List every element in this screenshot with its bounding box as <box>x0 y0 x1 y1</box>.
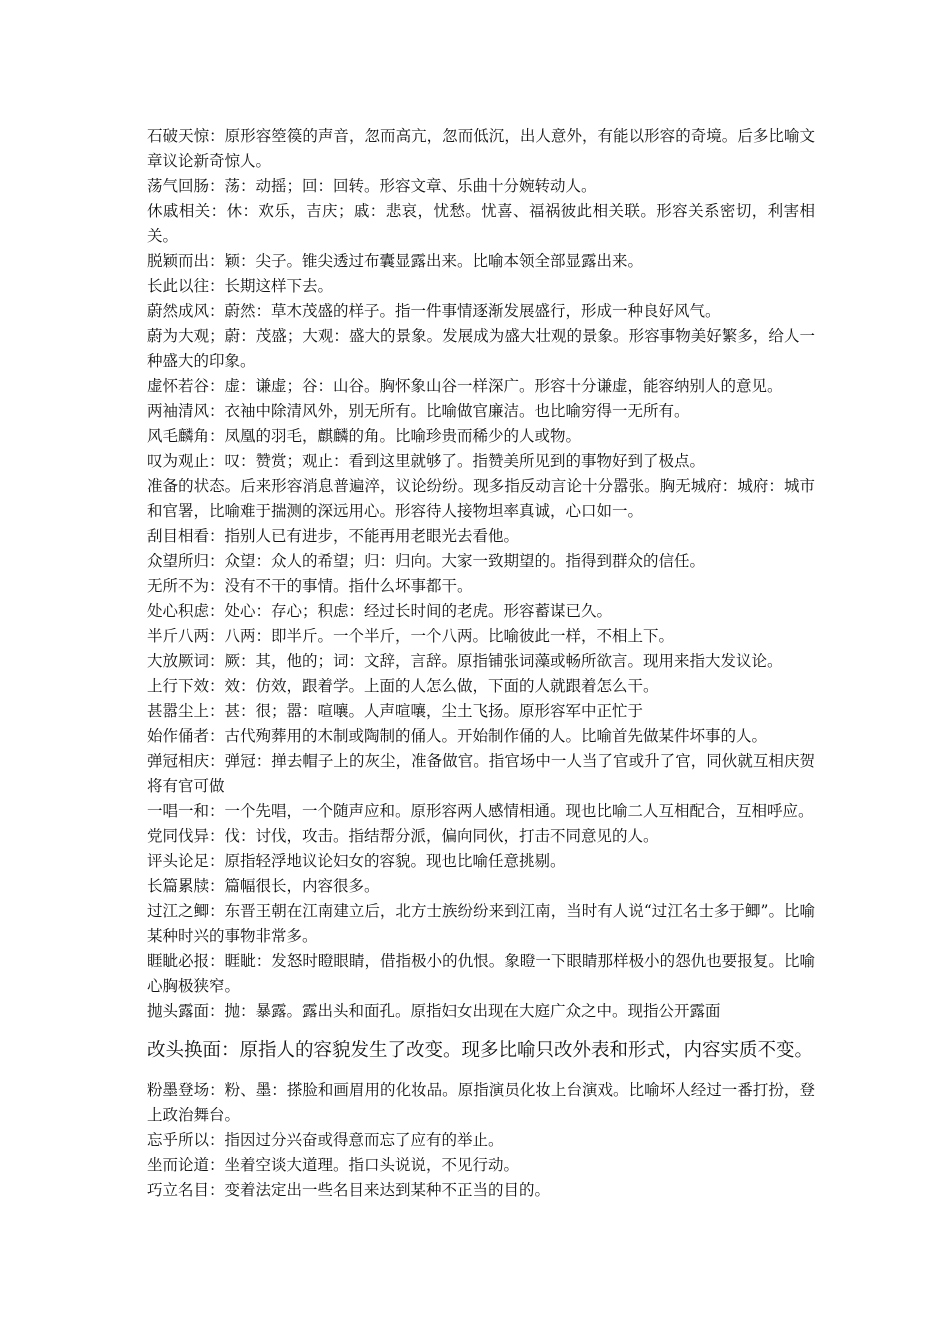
idiom-entry: 两袖清风：衣袖中除清风外，别无所有。比喻做官廉洁。也比喻穷得一无所有。 <box>147 402 690 420</box>
idiom-entry: 甚嚣尘上：甚：很；嚣：喧嚷。人声喧嚷，尘土飞扬。原形容军中正忙于 <box>147 702 644 720</box>
idiom-entry: 抛头露面：抛：暴露。露出头和面孔。原指妇女出现在大庭广众之中。现指公开露面 <box>147 1002 721 1020</box>
idiom-entry: 长此以往：长期这样下去。 <box>147 277 334 295</box>
idiom-entry: 荡气回肠：荡：动摇；回：回转。形容文章、乐曲十分婉转动人。 <box>147 177 597 195</box>
idiom-entry: 半斤八两：八两：即半斤。一个半斤，一个八两。比喻彼此一样，不相上下。 <box>147 627 675 645</box>
idiom-entry: 大放厥词：厥：其，他的；词：文辞，言辞。原指铺张词藻或畅所欲言。现用来指大发议论。 <box>147 652 783 670</box>
idiom-entry: 准备的状态。后来形容消息普遍淬，议论纷纷。现多指反动言论十分嚣张。胸无城府：城府：城市和官署，比喻难于揣测的深远用心。形容待人接物坦率真诚，心口如一。 <box>147 477 815 520</box>
idiom-entry: 众望所归：众望：众人的希望；归：归向。大家一致期望的。指得到群众的信任。 <box>147 552 706 570</box>
idiom-entry: 巧立名目：变着法定出一些名目来达到某种不正当的目的。 <box>147 1181 551 1199</box>
idiom-entry: 无所不为：没有不干的事情。指什么坏事都干。 <box>147 577 473 595</box>
idiom-entry: 蔚然成风：蔚然：草木茂盛的样子。指一件事情逐渐发展盛行，形成一种良好风气。 <box>147 302 721 320</box>
idiom-entry: 石破天惊：原形容箜篌的声音，忽而高亢，忽而低沉，出人意外，有能以形容的奇境。后多比喻文章议论新奇惊人。 <box>147 127 815 170</box>
idiom-entry: 评头论足：原指轻浮地议论妇女的容貌。现也比喻任意挑剔。 <box>147 852 566 870</box>
idiom-entry: 上行下效：效：仿效，跟着学。上面的人怎么做，下面的人就跟着怎么干。 <box>147 677 659 695</box>
idiom-entry: 休戚相关：休：欢乐，吉庆；戚：悲哀，忧愁。忧喜、福祸彼此相关联。形容关系密切，利害相关。 <box>147 202 815 245</box>
idiom-entry: 弹冠相庆：弹冠：掸去帽子上的灰尘，准备做官。指官场中一人当了官或升了官，同伙就互相庆贺将有官可做 <box>147 752 815 795</box>
idiom-entry: 蔚为大观；蔚：茂盛；大观：盛大的景象。发展成为盛大壮观的景象。形容事物美好繁多，给人一种盛大的印象。 <box>147 327 815 370</box>
idiom-entry: 刮目相看：指别人已有进步，不能再用老眼光去看他。 <box>147 527 520 545</box>
idiom-entry: 一唱一和：一个先唱，一个随声应和。原形容两人感情相通。现也比喻二人互相配合，互相呼应。 <box>147 802 814 820</box>
idiom-entry: 处心积虑：处心：存心；积虑：经过长时间的老虎。形容蓄谋已久。 <box>147 602 613 620</box>
idiom-entry-highlight: 改头换面：原指人的容貌发生了改变。现多比喻只改外表和形式，内容实质不变。 <box>147 1040 814 1061</box>
idiom-entry: 过江之鲫：东晋王朝在江南建立后，北方士族纷纷来到江南，当时有人说“过江名士多于鲫”。比喻某种时兴的事物非常多。 <box>147 902 815 945</box>
idiom-entry: 叹为观止：叹：赞赏；观止：看到这里就够了。指赞美所见到的事物好到了极点。 <box>147 452 706 470</box>
idiom-entry: 风毛麟角：凤凰的羽毛，麒麟的角。比喻珍贵而稀少的人或物。 <box>147 427 582 445</box>
idiom-entry: 脱颖而出：颖：尖子。锥尖透过布囊显露出来。比喻本领全部显露出来。 <box>147 252 644 270</box>
idiom-entry: 始作俑者：古代殉葬用的木制或陶制的俑人。开始制作俑的人。比喻首先做某件坏事的人。 <box>147 727 768 745</box>
idiom-document <box>147 124 815 1203</box>
idiom-entry: 睚眦必报：睚眦：发怒时瞪眼睛，借指极小的仇恨。象瞪一下眼睛那样极小的怨仇也要报复。比喻心胸极狭窄。 <box>147 952 815 995</box>
idiom-entry: 忘乎所以：指因过分兴奋或得意而忘了应有的举止。 <box>147 1131 504 1149</box>
idiom-entry: 粉墨登场：粉、墨：搽脸和画眉用的化妆品。原指演员化妆上台演戏。比喻坏人经过一番打扮，登上政治舞台。 <box>147 1081 815 1124</box>
idiom-entry: 虚怀若谷：虚：谦虚；谷：山谷。胸怀象山谷一样深广。形容十分谦虚，能容纳别人的意见。 <box>147 377 783 395</box>
idiom-entry: 长篇累牍：篇幅很长，内容很多。 <box>147 877 380 895</box>
idiom-entry: 坐而论道：坐着空谈大道理。指口头说说，不见行动。 <box>147 1156 520 1174</box>
idiom-entry: 党同伐异：伐：讨伐，攻击。指结帮分派，偏向同伙，打击不同意见的人。 <box>147 827 659 845</box>
